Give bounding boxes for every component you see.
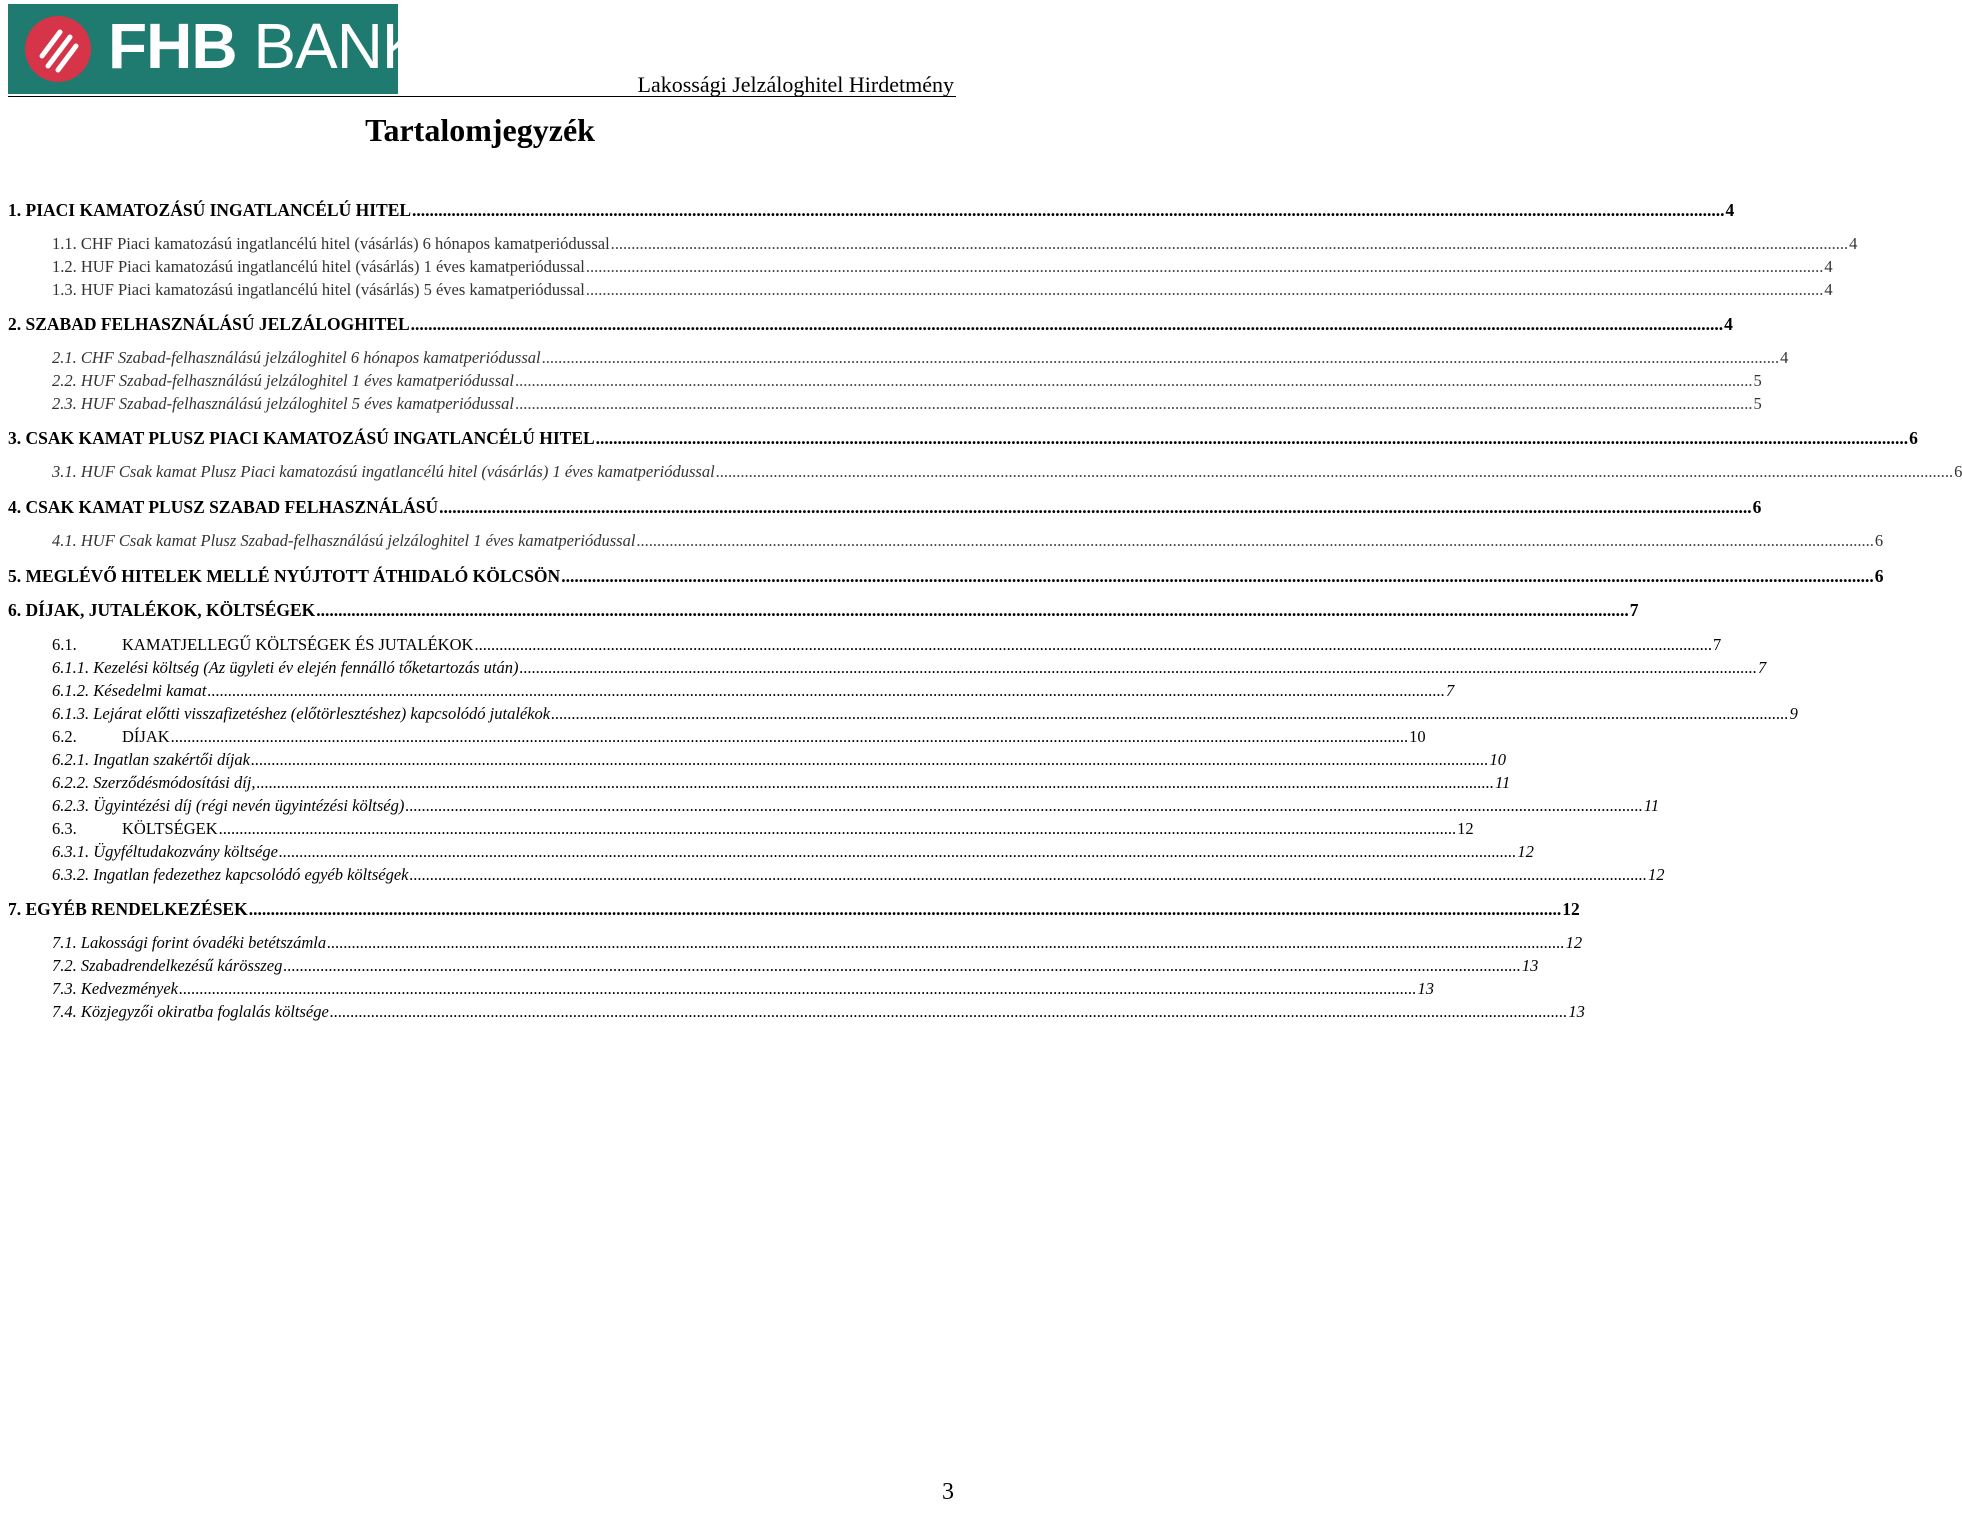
toc-entry-number: 7.2. [52, 956, 77, 975]
toc-entry-text: Kezelési költség (Az ügyleti év elején fennálló tőketartozás után) [93, 658, 519, 677]
toc-entry-page: 12 [1565, 933, 1583, 952]
leader-dots [219, 819, 1457, 839]
leader-dots [561, 566, 1874, 587]
toc-entry-page: 4 [1724, 314, 1733, 334]
leader-dots [179, 979, 1417, 999]
toc-entry-number: 2.3. [52, 394, 77, 413]
toc-entry[interactable] [52, 257, 1833, 279]
toc-entry[interactable] [52, 933, 1583, 955]
toc-entry-page: 6 [1874, 566, 1884, 586]
toc-entry-number: 6.3.1. [52, 842, 90, 861]
toc-entry-text: HUF Szabad-felhasználású jelzáloghitel 1 éves kamatperiódussal [80, 371, 514, 390]
toc-entry[interactable] [52, 979, 1434, 1001]
toc-entry[interactable] [8, 600, 1639, 622]
toc-entry-text: MEGLÉVŐ HITELEK MELLÉ NYÚJTOTT ÁTHIDALÓ KÖLCSÖN [25, 566, 561, 586]
toc-entry-text: Ingatlan szakértői díjak [93, 750, 250, 769]
toc-entry-number: 4.1. [52, 531, 77, 550]
logo-text-light: BANK [253, 10, 424, 82]
toc-entry-page: 11 [1495, 773, 1511, 792]
toc-entry-page: 4 [1849, 234, 1858, 253]
toc-entry-text: Ingatlan fedezethez kapcsolódó egyéb költségek [93, 865, 409, 884]
toc-entry[interactable] [52, 750, 1506, 772]
toc-entry-number: 2.2. [52, 371, 77, 390]
toc-entry-page: 13 [1417, 979, 1434, 998]
toc-entry[interactable] [52, 704, 1798, 726]
toc-entry-page: 9 [1789, 704, 1798, 723]
logo-wordmark [108, 9, 424, 83]
leader-dots [327, 933, 1565, 953]
toc-entry-page: 7 [1757, 658, 1767, 677]
toc-entry-number: 1.3. [52, 280, 77, 299]
toc-entry-number: 3.1. [52, 462, 77, 481]
toc-entry-number: 7.3. [52, 979, 77, 998]
leader-dots [519, 658, 1757, 678]
leader-dots [316, 600, 1629, 621]
toc-entry-text: Ügyféltudakozvány költsége [93, 842, 278, 861]
toc-entry-page: 12 [1562, 899, 1580, 919]
leader-dots [279, 842, 1517, 862]
toc-entry-page: 4 [1824, 280, 1833, 299]
toc-entry-page: 4 [1824, 257, 1833, 276]
toc-entry-number: 7. [8, 899, 22, 919]
toc-entry-text: HUF Piaci kamatozású ingatlancélú hitel (vásárlás) 1 éves kamatperiódussal [80, 257, 585, 276]
toc-entry-page: 13 [1568, 1002, 1585, 1021]
leader-dots [636, 531, 1874, 551]
leader-dots [283, 956, 1521, 976]
toc-entry-text: CSAK KAMAT PLUSZ SZABAD FELHASZNÁLÁSÚ [25, 497, 439, 517]
leader-dots [716, 462, 1954, 482]
toc-entry[interactable] [52, 1002, 1585, 1024]
toc-entry-number: 6.1.2. [52, 681, 90, 700]
toc-entry-number: 6. [8, 600, 22, 620]
toc-entry-text: Lakossági forint óvadéki betétszámla [80, 933, 327, 952]
leader-dots [474, 635, 1712, 655]
toc-entry-number: 2.1. [52, 348, 77, 367]
toc-entry-number: 2. [8, 314, 22, 334]
leader-dots [405, 796, 1643, 816]
page-number: 3 [942, 1479, 954, 1505]
toc-entry-number: 5. [8, 566, 22, 586]
toc-entry-text: HUF Csak kamat Plusz Szabad-felhasználású jelzáloghitel 1 éves kamatperiódussal [80, 531, 636, 550]
toc-entry[interactable] [52, 394, 1762, 416]
toc-entry-page: 11 [1643, 796, 1660, 815]
toc-entry-number: 4. [8, 497, 22, 517]
document-label: Lakossági Jelzáloghitel Hirdetmény [637, 72, 954, 97]
leader-dots [611, 234, 1849, 254]
toc-entry-page: 10 [1409, 727, 1426, 746]
toc-entry-text: CHF Szabad-felhasználású jelzáloghitel 6 hónapos kamatperiódussal [80, 348, 541, 367]
leader-dots [251, 750, 1489, 770]
toc-entry-text: KAMATJELLEGŰ KÖLTSÉGEK ÉS JUTALÉKOK [122, 635, 474, 654]
toc-entry-page: 7 [1712, 635, 1722, 654]
toc-entry-page: 13 [1521, 956, 1539, 975]
toc-entry-text: Szabadrendelkezésű kárösszeg [80, 956, 283, 975]
toc-entry[interactable] [52, 531, 1884, 553]
toc-entry-text: KÖLTSÉGEK [122, 819, 218, 838]
toc-entry[interactable] [8, 200, 1735, 222]
toc-entry-number: 6.2.3. [52, 796, 90, 815]
leader-dots [586, 257, 1824, 277]
toc-entry[interactable] [52, 819, 1474, 841]
toc-entry-page: 5 [1753, 371, 1762, 390]
toc-entry[interactable] [52, 842, 1534, 864]
leader-dots [515, 371, 1753, 391]
toc-entry[interactable] [52, 681, 1455, 703]
toc-entry-number: 6.2. [52, 727, 77, 746]
toc-entry[interactable] [52, 727, 1426, 749]
toc-entry-page: 4 [1780, 348, 1789, 367]
toc-entry-text: EGYÉB RENDELKEZÉSEK [25, 899, 248, 919]
leader-dots [171, 727, 1409, 747]
toc-entry-text: HUF Szabad-felhasználású jelzáloghitel 5 éves kamatperiódussal [80, 394, 514, 413]
toc-entry[interactable] [52, 658, 1767, 680]
toc-entry-text: PIACI KAMATOZÁSÚ INGATLANCÉLÚ HITEL [25, 200, 412, 220]
toc-entry[interactable] [8, 428, 1918, 450]
toc-entry-page: 4 [1725, 200, 1735, 220]
leader-dots [249, 899, 1562, 920]
toc-entry-text: CSAK KAMAT PLUSZ PIACI KAMATOZÁSÚ INGATLANCÉLÚ HITEL [25, 428, 595, 448]
toc-entry[interactable] [52, 796, 1660, 818]
leader-dots [515, 394, 1753, 414]
toc-entry[interactable] [52, 773, 1511, 795]
toc-entry-text: CHF Piaci kamatozású ingatlancélú hitel (vásárlás) 6 hónapos kamatperiódussal [80, 234, 610, 253]
toc-entry-number: 7.4. [52, 1002, 77, 1021]
toc-entry-number: 6.1. [52, 635, 77, 654]
toc-entry-number: 6.1.1. [52, 658, 90, 677]
toc-entry-text: Szerződésmódosítási díj, [93, 773, 256, 792]
toc-entry[interactable] [8, 497, 1762, 519]
toc-entry-text: HUF Piaci kamatozású ingatlancélú hitel (vásárlás) 5 éves kamatperiódussal [80, 280, 585, 299]
toc-entry-text: Ügyintézési díj (régi nevén ügyintézési költség) [93, 796, 405, 815]
toc-entry-text: Késedelmi kamat [93, 681, 207, 700]
toc-entry-page: 12 [1457, 819, 1474, 838]
toc-entry[interactable] [52, 462, 1962, 484]
toc-entry-number: 6.2.2. [52, 773, 90, 792]
toc-entry-number: 1. [8, 200, 22, 220]
leader-dots [207, 681, 1445, 701]
toc-entry-text: Lejárat előtti visszafizetéshez (előtörlesztéshez) kapcsolódó jutalékok [93, 704, 551, 723]
toc-entry-page: 5 [1753, 394, 1762, 413]
toc-entry-page: 10 [1489, 750, 1506, 769]
toc-entry-number: 6.1.3. [52, 704, 90, 723]
leader-dots [411, 314, 1724, 335]
leader-dots [596, 428, 1909, 449]
toc-entry-page: 6 [1874, 531, 1884, 550]
toc-entry-number: 7.1. [52, 933, 77, 952]
toc-entry[interactable] [52, 280, 1833, 302]
toc-entry[interactable] [52, 635, 1722, 657]
toc-entry[interactable] [52, 865, 1665, 887]
toc-entry-page: 12 [1517, 842, 1534, 861]
toc-entry-text: SZABAD FELHASZNÁLÁSÚ JELZÁLOGHITEL [25, 314, 410, 334]
toc-entry[interactable] [8, 566, 1884, 588]
toc-entry[interactable] [52, 348, 1789, 370]
toc-entry[interactable] [8, 314, 1733, 336]
logo-text-bold: FHB [108, 10, 237, 82]
toc-entry-number: 1.2. [52, 257, 77, 276]
toc-entry[interactable] [52, 371, 1762, 393]
leader-dots [551, 704, 1789, 724]
toc-entry-text: HUF Csak kamat Plusz Piaci kamatozású ingatlancélú hitel (vásárlás) 1 éves kamatperiódussal [80, 462, 715, 481]
page-title: Tartalomjegyzék [365, 112, 595, 148]
leader-dots [542, 348, 1780, 368]
toc-entry-text: Kedvezmények [80, 979, 178, 998]
toc-entry-number: 1.1. [52, 234, 77, 253]
toc-entry-page: 6 [1954, 462, 1962, 481]
toc-entry-number: 3. [8, 428, 22, 448]
leader-dots [257, 773, 1495, 793]
toc-entry-page: 7 [1629, 600, 1639, 620]
toc-entry-text: DÍJAK, JUTALÉKOK, KÖLTSÉGEK [25, 600, 316, 620]
toc-entry-number: 6.3.2. [52, 865, 90, 884]
toc-entry-text: Közjegyzői okiratba foglalás költsége [80, 1002, 329, 1021]
toc-entry-page: 6 [1752, 497, 1762, 517]
header-divider [8, 96, 956, 97]
leader-dots [330, 1002, 1568, 1022]
fhb-bank-logo [8, 4, 424, 94]
toc-entry[interactable] [8, 899, 1580, 921]
toc-entry-page: 6 [1909, 428, 1918, 448]
toc-entry-number: 6.2.1. [52, 750, 90, 769]
toc-entry[interactable] [52, 956, 1539, 978]
leader-dots [409, 865, 1647, 885]
leader-dots [412, 200, 1725, 221]
toc-entry-number: 6.3. [52, 819, 77, 838]
leader-dots [439, 497, 1752, 518]
toc-entry[interactable] [52, 234, 1858, 256]
leader-dots [586, 280, 1824, 300]
toc-entry-page: 12 [1647, 865, 1665, 884]
toc-entry-text: DÍJAK [122, 727, 170, 746]
toc-entry-page: 7 [1445, 681, 1455, 700]
